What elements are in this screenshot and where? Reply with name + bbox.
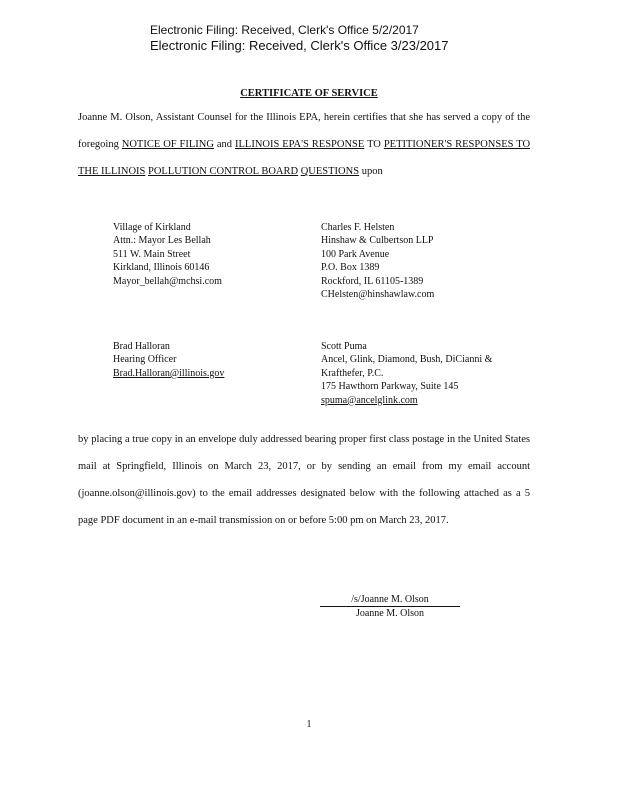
recipient-line: 100 Park Avenue	[321, 248, 390, 260]
recipient-line: Kirkland, Illinois 60146	[113, 262, 210, 274]
intro-text: Joanne M. Olson, Assistant Counsel for the Illinois EPA, herein certifies that she has served a copy of the foregoing	[78, 112, 530, 150]
epa-response-title-1: ILLINOIS EPA'S RESPONSE	[235, 139, 365, 150]
recipient-block	[113, 221, 222, 288]
recipient-line: Rockford, IL 61105-1389	[321, 275, 424, 287]
recipient-line: Scott Puma	[321, 341, 367, 352]
recipient-line: Village of Kirkland	[113, 222, 191, 233]
document-title: CERTIFICATE OF SERVICE	[240, 88, 378, 99]
recipient-line: Brad Halloran	[113, 341, 170, 352]
intro-paragraph	[78, 104, 530, 185]
recipient-email: spuma@ancelglink.com	[321, 394, 418, 406]
signature-block	[320, 593, 460, 620]
recipient-line: Mayor_bellah@mchsi.com	[113, 275, 222, 287]
recipient-block	[321, 340, 492, 407]
recipient-line: Ancel, Glink, Diamond, Bush, DiCianni &	[321, 354, 493, 366]
page-number: 1	[306, 719, 312, 730]
intro-to: TO	[367, 139, 381, 150]
recipient-email: Brad.Halloran@illinois.gov	[113, 367, 225, 379]
recipient-line: Krafthefer, P.C.	[321, 367, 384, 379]
recipient-line: P.O. Box 1389	[321, 262, 380, 274]
electronic-filing-stamp-1: Electronic Filing: Received, Clerk's Office 5/2/2017	[150, 23, 419, 37]
recipient-line: Hearing Officer	[113, 354, 177, 366]
recipient-line: Charles F. Helsten	[321, 222, 395, 233]
epa-response-title-2: PETITIONER'S RESPONSES TO THE ILLINOIS	[78, 139, 531, 177]
intro-upon: upon	[361, 166, 383, 177]
recipient-line: Attn.: Mayor Les Bellah	[113, 235, 211, 247]
intro-and: and	[216, 139, 233, 150]
electronic-signature: /s/Joanne M. Olson	[320, 593, 460, 607]
signer-name: Joanne M. Olson	[355, 608, 425, 619]
electronic-filing-stamp-2: Electronic Filing: Received, Clerk's Office 3/23/2017	[150, 38, 449, 53]
recipient-line: Hinshaw & Culbertson LLP	[321, 235, 434, 247]
recipient-line: 175 Hawthorn Parkway, Suite 145	[321, 381, 459, 393]
epa-response-title-4: QUESTIONS	[300, 166, 360, 177]
epa-response-title-3: POLLUTION CONTROL BOARD	[147, 166, 299, 177]
notice-of-filing: NOTICE OF FILING	[121, 139, 214, 150]
recipient-line: CHelsten@hinshawlaw.com	[321, 289, 435, 301]
recipient-block	[321, 221, 434, 301]
recipient-line: 511 W. Main Street	[113, 248, 191, 260]
recipient-block	[113, 340, 224, 380]
closing-paragraph: by placing a true copy in an envelope duly addressed bearing proper first class postage in the United States mail at Springfield, Illinois on March 23, 2017, or by sending an email from my email account (joanne.olson@illinois.gov) to the email addresses designated below with the following attached as a 5 page PDF document in an e-mail transmission on or before 5:00 pm on March 23, 2017.	[78, 434, 530, 526]
